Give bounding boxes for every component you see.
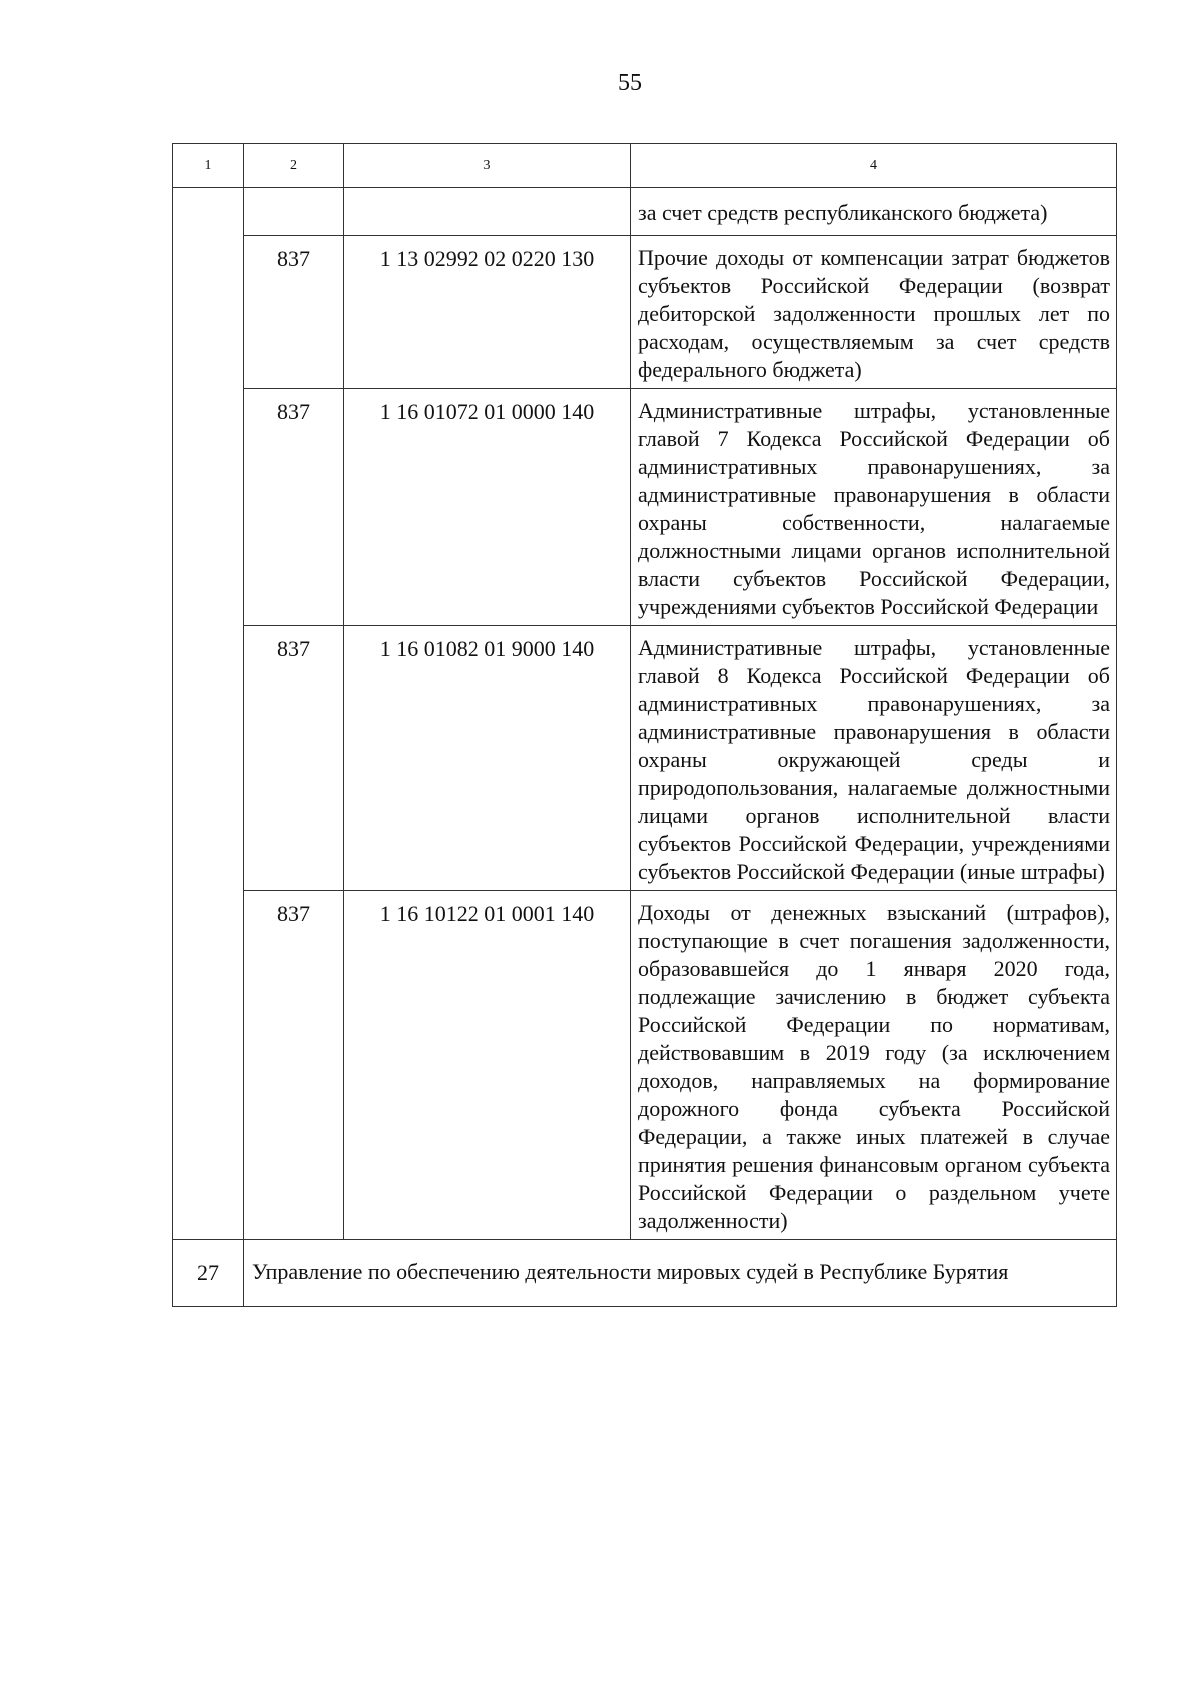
- kbk-cell: 1 13 02992 02 0220 130: [344, 236, 631, 389]
- admin-code-cell: [244, 188, 344, 236]
- revenue-table: [172, 143, 1117, 1307]
- kbk-cell: 1 16 10122 01 0001 140: [344, 891, 631, 1240]
- kbk-cell: [344, 188, 631, 236]
- description-cell: Доходы от денежных взысканий (штрафов), поступающие в счет погашения задолженности, образовавшейся до 1 января 2020 года, подлежащие зачислению в бюджет субъекта Российской Федерации по нормативам, действовавшим в 2019 году (за исключением доходов, направляемых на формирование дорожного фонда субъекта Российской Федерации, а также иных платежей в случае принятия решения финансовым органом субъекта Российской Федерации о раздельном учете задолженности): [631, 891, 1117, 1240]
- section-row: [173, 1240, 1117, 1307]
- admin-code-cell: 837: [244, 389, 344, 626]
- kbk-cell: 1 16 01072 01 0000 140: [344, 389, 631, 626]
- table-row: [173, 626, 1117, 891]
- table-row: [173, 236, 1117, 389]
- description-cell: за счет средств республиканского бюджета): [631, 188, 1117, 236]
- merged-number-cell: [173, 188, 244, 1240]
- admin-code-cell: 837: [244, 626, 344, 891]
- section-number: 27: [173, 1240, 244, 1307]
- section-title: Управление по обеспечению деятельности мировых судей в Республике Бурятия: [244, 1240, 1117, 1307]
- table-row: [173, 891, 1117, 1240]
- description-cell: Прочие доходы от компенсации затрат бюджетов субъектов Российской Федерации (возврат дебиторской задолженности прошлых лет по расходам, осуществляемым за счет средств федерального бюджета): [631, 236, 1117, 389]
- header-col-3: 3: [344, 144, 631, 188]
- kbk-cell: 1 16 01082 01 9000 140: [344, 626, 631, 891]
- table-header-row: [173, 144, 1117, 188]
- table-row: [173, 389, 1117, 626]
- header-col-2: 2: [244, 144, 344, 188]
- header-col-1: 1: [173, 144, 244, 188]
- table-row-continuation: [173, 188, 1117, 236]
- page-number: 55: [618, 70, 642, 96]
- admin-code-cell: 837: [244, 891, 344, 1240]
- description-cell: Административные штрафы, установленные главой 7 Кодекса Российской Федерации об административных правонарушениях, за административные правонарушения в области охраны собственности, налагаемые должностными лицами органов исполнительной власти субъектов Российской Федерации, учреждениями субъектов Российской Федерации: [631, 389, 1117, 626]
- description-cell: Административные штрафы, установленные главой 8 Кодекса Российской Федерации об административных правонарушениях, за административные правонарушения в области охраны окружающей среды и природопользования, налагаемые должностными лицами органов исполнительной власти субъектов Российской Федерации, учреждениями субъектов Российской Федерации (иные штрафы): [631, 626, 1117, 891]
- admin-code-cell: 837: [244, 236, 344, 389]
- header-col-4: 4: [631, 144, 1117, 188]
